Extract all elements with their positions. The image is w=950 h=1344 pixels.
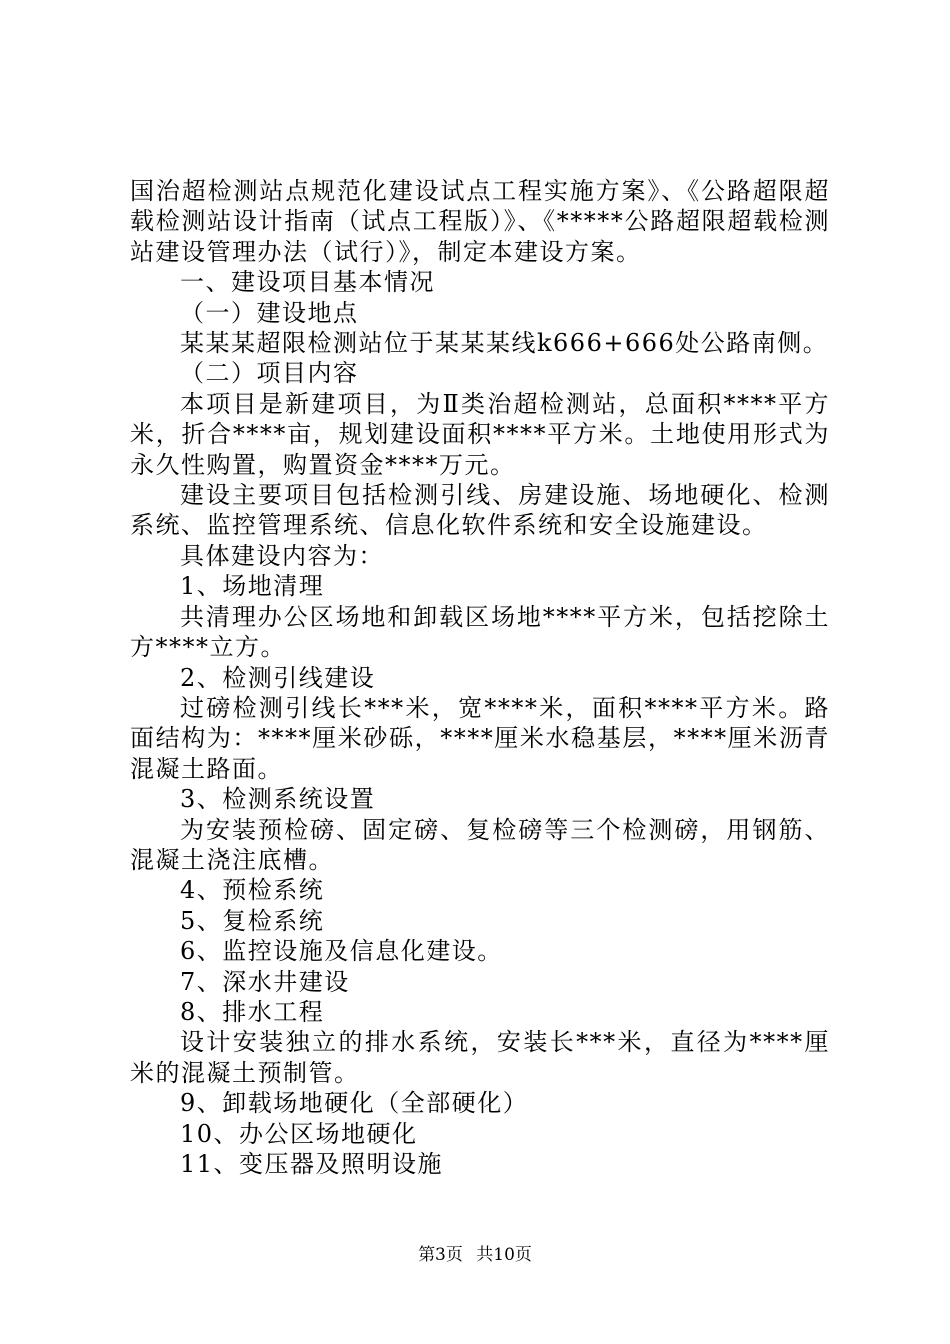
paragraph: 为安装预检磅、固定磅、复检磅等三个检测磅，用钢筋、混凝土浇注底槽。 xyxy=(130,815,830,874)
paragraph: 建设主要项目包括检测引线、房建设施、场地硬化、检测系统、监控管理系统、信息化软件系统和安全设施建设。 xyxy=(130,481,830,540)
document-body xyxy=(130,176,830,1179)
paragraph: 3、检测系统设置 xyxy=(180,785,376,814)
page-footer xyxy=(0,1240,950,1265)
paragraph: 1、场地清理 xyxy=(180,572,325,601)
paragraph: 具体建设内容为： xyxy=(180,541,384,570)
paragraph: 11、变压器及照明设施 xyxy=(180,1150,444,1178)
paragraph: 6、监控设施及信息化建设。 xyxy=(180,937,503,966)
paragraph: 某某某超限检测站位于某某某线k666+666处公路南侧。 xyxy=(180,329,829,358)
paragraph: 5、复检系统 xyxy=(180,906,325,935)
paragraph: 设计安装独立的排水系统，安装长***米，直径为****厘米的混凝土预制管。 xyxy=(130,1028,830,1087)
paragraph: 7、深水井建设 xyxy=(180,967,350,996)
paragraph: 10、办公区场地硬化 xyxy=(180,1119,418,1148)
paragraph: 共清理办公区场地和卸载区场地****平方米，包括挖除土方****立方。 xyxy=(130,602,830,662)
paragraph: （一）建设地点 xyxy=(180,298,359,327)
paragraph: （二）项目内容 xyxy=(180,359,359,388)
paragraph: 过磅检测引线长***米，宽****米，面积****平方米。路面结构为：****厘米砂砾，****厘米水稳基层，****厘米沥青混凝土路面。 xyxy=(130,693,830,783)
paragraph: 本项目是新建项目，为Ⅱ类治超检测站，总面积****平方米，折合****亩，规划建设面积****平方米。土地使用形式为永久性购置，购置资金****万元。 xyxy=(130,389,830,479)
paragraph: 国治超检测站点规范化建设试点工程实施方案》、《公路超限超载检测站设计指南（试点工程版）》、《*****公路超限超载检测站建设管理办法（试行）》，制定本建设方案。 xyxy=(130,177,830,266)
paragraph: 9、卸载场地硬化（全部硬化） xyxy=(180,1089,529,1118)
paragraph: 4、预检系统 xyxy=(180,876,325,905)
paragraph: 2、检测引线建设 xyxy=(180,663,376,692)
page-total: 共10页 xyxy=(476,1245,532,1265)
paragraph: 8、排水工程 xyxy=(180,997,325,1026)
page-number: 第3页 xyxy=(418,1245,463,1265)
paragraph: 一、建设项目基本情况 xyxy=(180,268,435,297)
